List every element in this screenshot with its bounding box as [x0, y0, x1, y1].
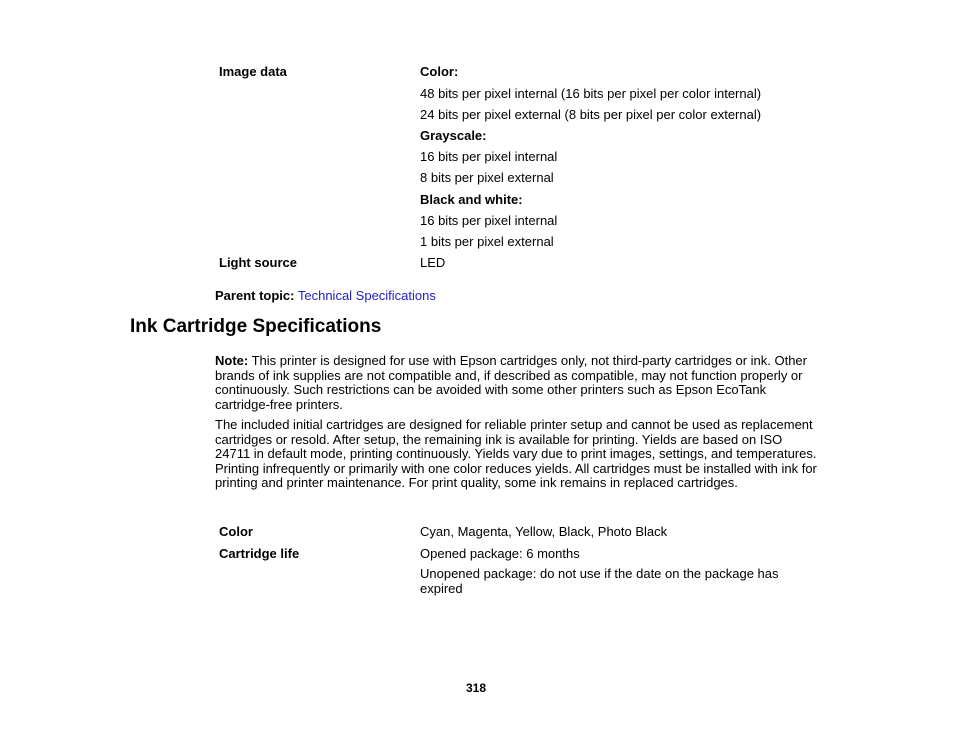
bw-line-1: 16 bits per pixel internal — [420, 213, 558, 228]
color-line-2: 24 bits per pixel external (8 bits per pixel per color external) — [420, 107, 762, 122]
parent-topic-label: Parent topic: — [215, 288, 295, 303]
technical-specifications-link[interactable]: Technical Specifications — [297, 288, 436, 303]
unopened-package-value: Unopened package: do not use if the date on the package has expired — [420, 566, 779, 596]
section-title: Ink Cartridge Specifications — [130, 316, 382, 337]
color-line-1: 48 bits per pixel internal (16 bits per pixel per color internal) — [420, 86, 762, 101]
opened-package-value: Opened package: 6 months — [420, 546, 580, 561]
light-source-label: Light source — [219, 255, 298, 270]
image-data-label: Image data — [219, 64, 287, 79]
color-label: Color — [219, 524, 253, 539]
light-source-value: LED — [420, 255, 446, 270]
color-heading: Color: — [420, 64, 459, 79]
note-text: This printer is designed for use with Epson cartridges only, not third-party cartridges or ink. Other brands of ink supplies are not compatible and, if described as compatible, may not function properly or continuously. Such restrictions can be avoided with some other printers such as Epson EcoTank cartridge-free printers. — [215, 353, 807, 412]
note-paragraph — [215, 354, 821, 412]
color-value: Cyan, Magenta, Yellow, Black, Photo Black — [420, 524, 668, 539]
cartridge-life-label: Cartridge life — [219, 546, 300, 561]
body-paragraph: The included initial cartridges are designed for reliable printer setup and cannot be used as replacement cartridges or resold. After setup, the remaining ink is available for printing. Yields are based on ISO 24711 in default mode, printing continuously. Yields vary due to print images, settings, and temperatures. Printing infrequently or primarily with one color reduces yields. All cartridges must be installed with ink for printing and printer maintenance. For print quality, some ink remains in replaced cartridges. — [215, 417, 817, 491]
parent-topic — [215, 288, 436, 303]
grayscale-line-1: 16 bits per pixel internal — [420, 149, 558, 164]
bw-line-2: 1 bits per pixel external — [420, 234, 554, 249]
grayscale-line-2: 8 bits per pixel external — [420, 170, 554, 185]
grayscale-heading: Grayscale: — [420, 128, 487, 143]
bw-heading: Black and white: — [420, 192, 523, 207]
note-label: Note: — [215, 353, 249, 368]
page-number: 318 — [466, 681, 487, 695]
